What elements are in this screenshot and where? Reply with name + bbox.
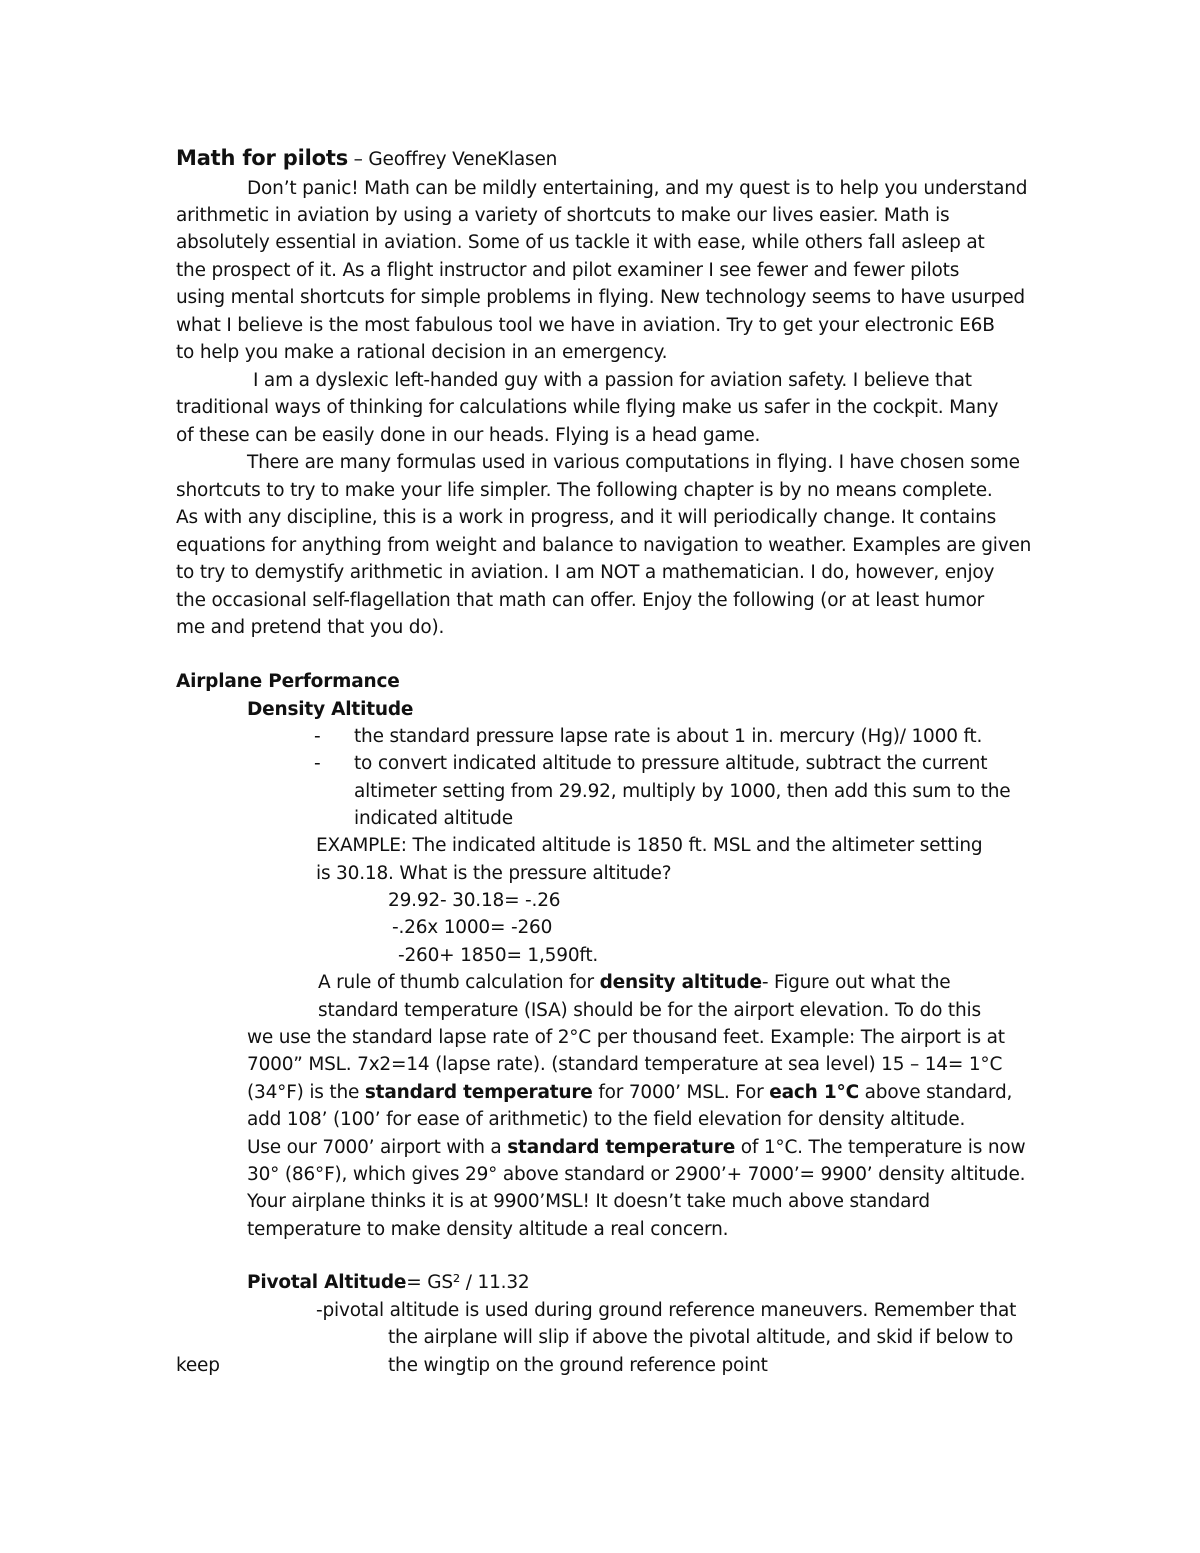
pivotal-formula: = GS² / 11.32 [406, 1272, 530, 1293]
example-text: is 30.18. What is the pressure altitude? [316, 863, 672, 884]
document-heading [176, 145, 557, 173]
rule-line: 30° (86°F), which gives 29° above standard or 2900’+ 7000’= 9900’ density altitude. [247, 1164, 1026, 1185]
document-author: Geoffrey VeneKlasen [368, 149, 558, 170]
intro-line: what I believe is the most fabulous tool we have in aviation. Try to get your electronic E6B [176, 315, 995, 336]
document-title: Math for pilots [176, 146, 348, 170]
author-separator: – [348, 149, 369, 170]
calculation-line: -.26x 1000= -260 [392, 917, 553, 938]
rule-line [247, 1079, 1012, 1106]
intro-line: to try to demystify arithmetic in aviation. I am NOT a mathematician. I do, however, enjoy [176, 562, 995, 583]
rule-text: above standard, [858, 1082, 1013, 1103]
pivotal-text: keep [176, 1355, 220, 1376]
rule-line: Your airplane thinks it is at 9900’MSL! It doesn’t take much above standard [247, 1191, 930, 1212]
bullet-text: to convert indicated altitude to pressure altitude, subtract the current [354, 753, 988, 774]
calculation-line: -260+ 1850= 1,590ft. [398, 945, 599, 966]
example-text: EXAMPLE: The indicated altitude is 1850 ft. MSL and the altimeter setting [316, 835, 983, 856]
calculation-line: 29.92- 30.18= -.26 [388, 890, 561, 911]
subsection-heading: Density Altitude [247, 699, 414, 720]
rule-text: for 7000’ MSL. For [592, 1082, 770, 1103]
rule-line: standard temperature (ISA) should be for the airport elevation. To do this [318, 1000, 981, 1021]
bullet-text: altimeter setting from 29.92, multiply by 1000, then add this sum to the [354, 781, 1011, 802]
pivotal-text: -pivotal altitude is used during ground reference maneuvers. Remember that [316, 1300, 1017, 1321]
intro-line: to help you make a rational decision in an emergency. [176, 342, 668, 363]
intro-line: shortcuts to try to make your life simpler. The following chapter is by no means complete. [176, 480, 993, 501]
intro-line: using mental shortcuts for simple problems in flying. New technology seems to have usurped [176, 287, 1025, 308]
intro-line: As with any discipline, this is a work in progress, and it will periodically change. It contains [176, 507, 997, 528]
pivotal-text: the airplane will slip if above the pivotal altitude, and skid if below to [388, 1327, 1014, 1348]
rule-text: - Figure out what the [761, 972, 951, 993]
rule-line: 7000” MSL. 7x2=14 (lapse rate). (standard temperature at sea level) 15 – 14= 1°C [247, 1054, 1003, 1075]
intro-line: equations for anything from weight and balance to navigation to weather. Examples are given [176, 535, 1032, 556]
intro-line: the occasional self-flagellation that math can offer. Enjoy the following (or at least humor [176, 590, 985, 611]
rule-emphasis: standard temperature [364, 1082, 593, 1103]
intro-line: Don’t panic! Math can be mildly entertaining, and my quest is to help you understand [247, 178, 1028, 199]
section-heading: Airplane Performance [176, 671, 400, 692]
rule-line: temperature to make density altitude a real concern. [247, 1219, 729, 1240]
bullet-dash: - [314, 726, 321, 747]
rule-line: we use the standard lapse rate of 2°C per thousand feet. Example: The airport is at [247, 1027, 1005, 1048]
bullet-text: indicated altitude [354, 808, 513, 829]
rule-text: A rule of thumb calculation for [318, 972, 600, 993]
rule-line [318, 969, 950, 996]
rule-text: Use our 7000’ airport with a [247, 1137, 508, 1158]
intro-line: the prospect of it. As a flight instructor and pilot examiner I see fewer and fewer pilots [176, 260, 960, 281]
bullet-text: the standard pressure lapse rate is about 1 in. mercury (Hg)/ 1000 ft. [354, 726, 983, 747]
rule-emphasis: density altitude [599, 972, 762, 993]
intro-line: absolutely essential in aviation. Some of us tackle it with ease, while others fall asleep at [176, 232, 985, 253]
pivotal-text: the wingtip on the ground reference point [388, 1355, 768, 1376]
intro-line: There are many formulas used in various computations in flying. I have chosen some [247, 452, 1020, 473]
rule-line [247, 1134, 1025, 1161]
pivotal-heading-line [247, 1269, 529, 1296]
rule-line: add 108’ (100’ for ease of arithmetic) to the field elevation for density altitude. [247, 1109, 966, 1130]
subsection-heading: Pivotal Altitude [247, 1272, 407, 1293]
rule-text: of 1°C. The temperature is now [735, 1137, 1026, 1158]
intro-line: me and pretend that you do). [176, 617, 445, 638]
rule-text: (34°F) is the [247, 1082, 365, 1103]
intro-line: I am a dyslexic left-handed guy with a passion for aviation safety. I believe that [253, 370, 972, 391]
intro-line: traditional ways of thinking for calculations while flying make us safer in the cockpit. Many [176, 397, 999, 418]
rule-emphasis: each 1°C [769, 1082, 859, 1103]
intro-line: arithmetic in aviation by using a variety of shortcuts to make our lives easier. Math is [176, 205, 950, 226]
intro-line: of these can be easily done in our heads. Flying is a head game. [176, 425, 761, 446]
bullet-dash: - [314, 753, 321, 774]
rule-emphasis: standard temperature [507, 1137, 736, 1158]
